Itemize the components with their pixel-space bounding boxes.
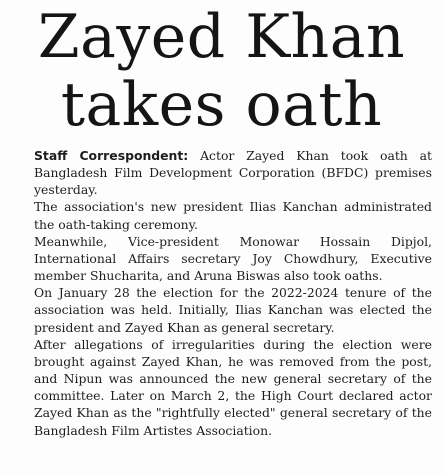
paragraph-election: On January 28 the election for the 2022-2024 tenure of the association was held. Initially, Ilias Kanchan was elected the president and Zayed Khan as general secretary. xyxy=(34,285,432,335)
paragraph-oath-ceremony: The association's new president Ilias Kanchan administrated the oath-taking ceremony. xyxy=(34,199,432,232)
paragraph-court-ruling: After allegations of irregularities during the election were brought against Zayed Khan, he was removed from the post, and Nipun was announced the new general secretary of the committee. Later on March 2, the High Court declared actor Zayed Khan as the "rightfully elected" general secretary of the Bangladesh Film Artistes Association. xyxy=(34,336,432,438)
headline-line-1: Zayed Khan xyxy=(37,2,406,72)
headline-line-2: takes oath xyxy=(60,70,383,140)
article-body xyxy=(34,147,432,439)
lead-text: Actor Zayed Khan took oath at Bangladesh Film Development Corporation (BFDC) premises yesterday. xyxy=(34,148,433,198)
paragraph-other-oaths: Meanwhile, Vice-president Monowar Hossain Dipjol, International Affairs secretary Joy Chowdhury, Executive member Shucharita, and Aruna Biswas also took oaths. xyxy=(34,233,432,284)
byline: Staff Correspondent: xyxy=(34,148,189,163)
lead-paragraph xyxy=(34,147,432,198)
